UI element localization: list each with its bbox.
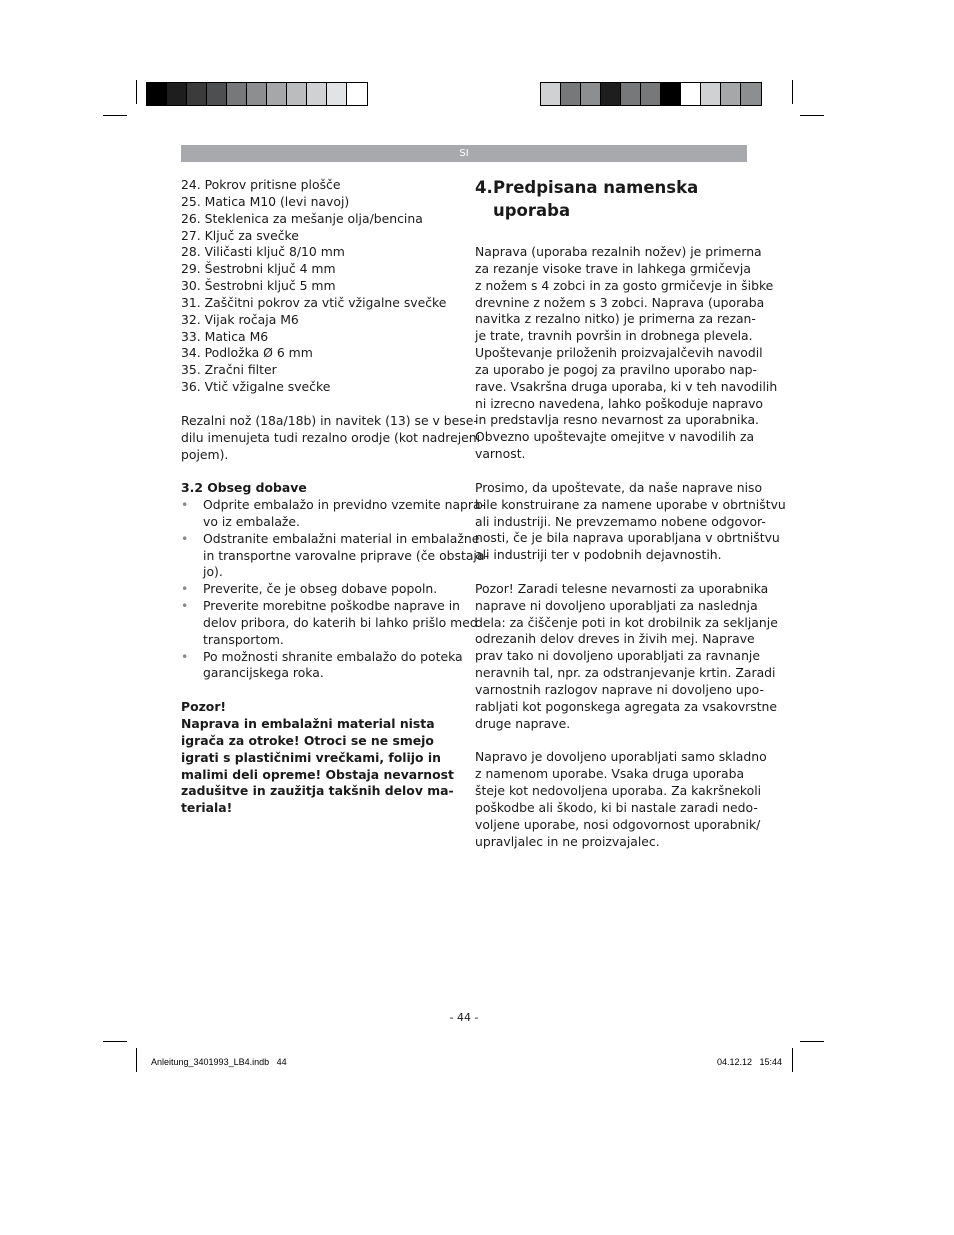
warning-line: zadušitve in zaužitja takšnih delov ma- [181, 783, 454, 799]
paragraph-line: poškodbe ali škodo, ki bi nastale zaradi nedo- [475, 799, 758, 815]
delivery-scope-list [181, 497, 489, 682]
paragraph-line: šteje kot nedovoljena uporaba. Za kakršnekoli [475, 783, 762, 798]
paragraph-line: za uporabo je pogoj za pravilno uporabo nap- [475, 361, 758, 377]
color-swatch [247, 83, 267, 105]
paragraph-line: Upoštevanje priloženih proizvajalčevih navodil [475, 345, 763, 361]
parts-list-item: 36. Vtič vžigalne svečke [181, 379, 331, 395]
paragraph [475, 479, 786, 564]
crop-mark [136, 1048, 137, 1072]
paragraph-line: ali industriji ter v podobnih dejavnostih. [475, 547, 722, 563]
crop-mark [800, 115, 824, 116]
paragraph-line: navitka z rezalno nitko) je primerna za rezan- [475, 311, 756, 327]
parts-list-item: 27. Ključ za svečke [181, 227, 299, 243]
parts-list-item: 30. Šestrobni ključ 5 mm [181, 278, 336, 294]
color-swatch [267, 83, 287, 105]
paragraph-line: upravljalec in ne proizvajalec. [475, 833, 660, 849]
heading-line-2: uporaba [493, 201, 571, 220]
parts-list-item: 26. Steklenica za mešanje olja/bencina [181, 210, 423, 226]
paragraph-line: je trate, travnih površin in drobnega plevela. [475, 328, 753, 344]
list-item-line: delov pribora, do katerih bi lahko prišlo med [203, 614, 478, 630]
list-item-line: Odprite embalažo in previdno vzemite napra- [203, 497, 486, 513]
list-item-line: Preverite, če je obseg dobave popoln. [203, 581, 438, 597]
color-swatch [621, 83, 641, 105]
color-swatch [581, 83, 601, 105]
note-line: Rezalni nož (18a/18b) in navitek (13) se v bese- [181, 412, 478, 428]
parts-list-item: 29. Šestrobni ključ 4 mm [181, 261, 336, 277]
bullet-icon: • [181, 530, 189, 546]
paragraph-line: ali industriji. Ne prevzemamo nobene odgovor- [475, 513, 766, 529]
paragraph-line: rave. Vsakršna druga uporaba, ki v teh navodilih [475, 378, 778, 394]
color-swatch [287, 83, 307, 105]
paragraph-line: Napravo je dovoljeno uporabljati samo skladno [475, 749, 767, 765]
paragraph-line: varnost. [475, 446, 526, 462]
paragraph-line: rabljati kot pogonskega agregata za vsakovrstne [475, 698, 778, 714]
paragraph-line: Pozor! Zaradi telesne nevarnosti za uporabnika [475, 580, 769, 596]
page-number: - 44 - [449, 1011, 479, 1024]
color-swatch [601, 83, 621, 105]
note-line: dilu imenujeta tudi rezalno orodje (kot nadrejeni [181, 429, 481, 445]
bullet-icon: • [181, 598, 189, 614]
paragraph-line: voljene uporabe, nosi odgovornost uporabnik/ [475, 816, 761, 832]
warning-line: Naprava in embalažni material nista [181, 716, 435, 731]
color-swatch [721, 83, 741, 105]
paragraph-line: Naprava (uporaba rezalnih nožev) je primerna [475, 244, 762, 259]
warning-line: teriala! [181, 800, 233, 816]
color-swatch [661, 83, 681, 105]
parts-list-item: 33. Matica M6 [181, 328, 269, 344]
list-item [181, 648, 463, 683]
footer-datetime: 04.12.12 15:44 [717, 1057, 783, 1067]
section-heading [475, 176, 750, 222]
paragraph-line: varnostnih razlogov naprave ni dovoljeno upo- [475, 681, 764, 697]
color-swatch [307, 83, 327, 105]
parts-list-item: 35. Zračni filter [181, 362, 277, 378]
list-item [181, 581, 456, 598]
crop-mark [103, 115, 127, 116]
color-swatch [147, 83, 167, 105]
paragraph-line: z nožem s 4 zobci in za gosto grmičevje in šibke [475, 277, 774, 293]
paragraph-line: dela: za čiščenje poti in kot drobilnik za sekljanje [475, 614, 778, 630]
crop-mark [792, 80, 793, 104]
color-swatch [561, 83, 581, 105]
heading-line-1: Predpisana namenska [493, 178, 699, 197]
parts-list-item: 28. Viličasti ključ 8/10 mm [181, 244, 345, 260]
crop-mark [103, 1041, 127, 1042]
color-bar-right [540, 82, 762, 106]
warning-title: Pozor! [181, 699, 227, 715]
bullet-icon: • [181, 497, 189, 513]
list-item [181, 598, 478, 649]
list-item-line: transportom. [203, 631, 284, 647]
paragraph-line: Obvezno upoštevajte omejitve v navodilih za [475, 429, 755, 445]
warning-line: malimi deli opreme! Obstaja nevarnost [181, 766, 454, 782]
crop-mark [800, 1041, 824, 1042]
crop-mark [136, 80, 137, 104]
list-item [181, 497, 486, 531]
warning-text [181, 716, 456, 817]
paragraph-line: nosti, če je bila naprava uporabljana v obrtništvu [475, 530, 780, 546]
color-swatch [187, 83, 207, 105]
intended-use-text [475, 244, 786, 850]
list-item-line: Odstranite embalažni material in embalažne [203, 530, 480, 546]
parts-list-item: 24. Pokrov pritisne plošče [181, 177, 341, 192]
color-swatch [207, 83, 227, 105]
paragraph [475, 749, 767, 850]
paragraph [475, 244, 778, 463]
color-swatch [227, 83, 247, 105]
paragraph-line: in predstavlja resno nevarnost za uporabnika. [475, 412, 759, 428]
paragraph-line: prav tako ni dovoljeno uporabljati za ravnanje [475, 648, 760, 664]
heading-number: 4. [475, 178, 493, 197]
list-item-line: vo iz embalaže. [203, 513, 300, 529]
footer-file-info: Anleitung_3401993_LB4.indb 44 [151, 1057, 287, 1067]
list-item-line: garancijskega roka. [203, 665, 324, 681]
parts-list-item: 31. Zaščitni pokrov za vtič vžigalne svečke [181, 294, 447, 310]
color-swatch [641, 83, 661, 105]
paragraph-line: ni izrecno navedena, lahko poškoduje napravo [475, 395, 764, 411]
bullet-icon: • [181, 648, 189, 664]
parts-list [181, 177, 456, 396]
language-code: SI [459, 148, 469, 159]
color-bar-left [146, 82, 368, 106]
color-swatch [327, 83, 347, 105]
crop-mark [792, 1048, 793, 1072]
list-item-line: Po možnosti shranite embalažo do poteka [203, 648, 463, 664]
warning-line: igrača za otroke! Otroci se ne smejo [181, 732, 434, 748]
paragraph-line: neravnih tal, npr. za odstranjevanje krtin. Zaradi [475, 665, 776, 681]
paragraph-line: drevnine z nožem s 3 zobci. Naprava (uporaba [475, 294, 765, 310]
list-item-line: jo). [203, 564, 223, 580]
color-swatch [681, 83, 701, 105]
color-swatch [347, 83, 367, 105]
cutting-tool-note [181, 412, 481, 464]
paragraph-line: druge naprave. [475, 715, 571, 731]
color-swatch [741, 83, 761, 105]
left-column [181, 177, 489, 817]
color-swatch [167, 83, 187, 105]
parts-list-item: 25. Matica M10 (levi navoj) [181, 193, 350, 209]
warning-line: igrati s plastičnimi vrečkami, folijo in [181, 749, 441, 765]
paragraph-line: bile konstruirane za namene uporabe v obrtništvu [475, 496, 786, 512]
paragraph [475, 580, 778, 733]
paragraph-line: z namenom uporabe. Vsaka druga uporaba [475, 766, 745, 782]
parts-list-item: 32. Vijak ročaja M6 [181, 311, 299, 327]
bullet-icon: • [181, 581, 189, 597]
note-line: pojem). [181, 446, 229, 462]
parts-list-item: 34. Podložka Ø 6 mm [181, 345, 313, 361]
paragraph-line: odrezanih delov dreves in živih mej. Naprave [475, 631, 755, 647]
list-item [181, 530, 489, 582]
section-title: 3.2 Obseg dobave [181, 480, 307, 496]
color-swatch [701, 83, 721, 105]
paragraph-line: za rezanje visoke trave in lahkega grmičevja [475, 260, 751, 276]
language-header-band [181, 145, 747, 162]
list-item-line: in transportne varovalne priprave (če obstaja- [203, 547, 489, 563]
right-column [475, 176, 786, 850]
paragraph-line: naprave ni dovoljeno uporabljati za naslednja [475, 597, 758, 613]
color-swatch [541, 83, 561, 105]
list-item-line: Preverite morebitne poškodbe naprave in [203, 598, 460, 614]
paragraph-line: Prosimo, da upoštevate, da naše naprave niso [475, 479, 763, 495]
